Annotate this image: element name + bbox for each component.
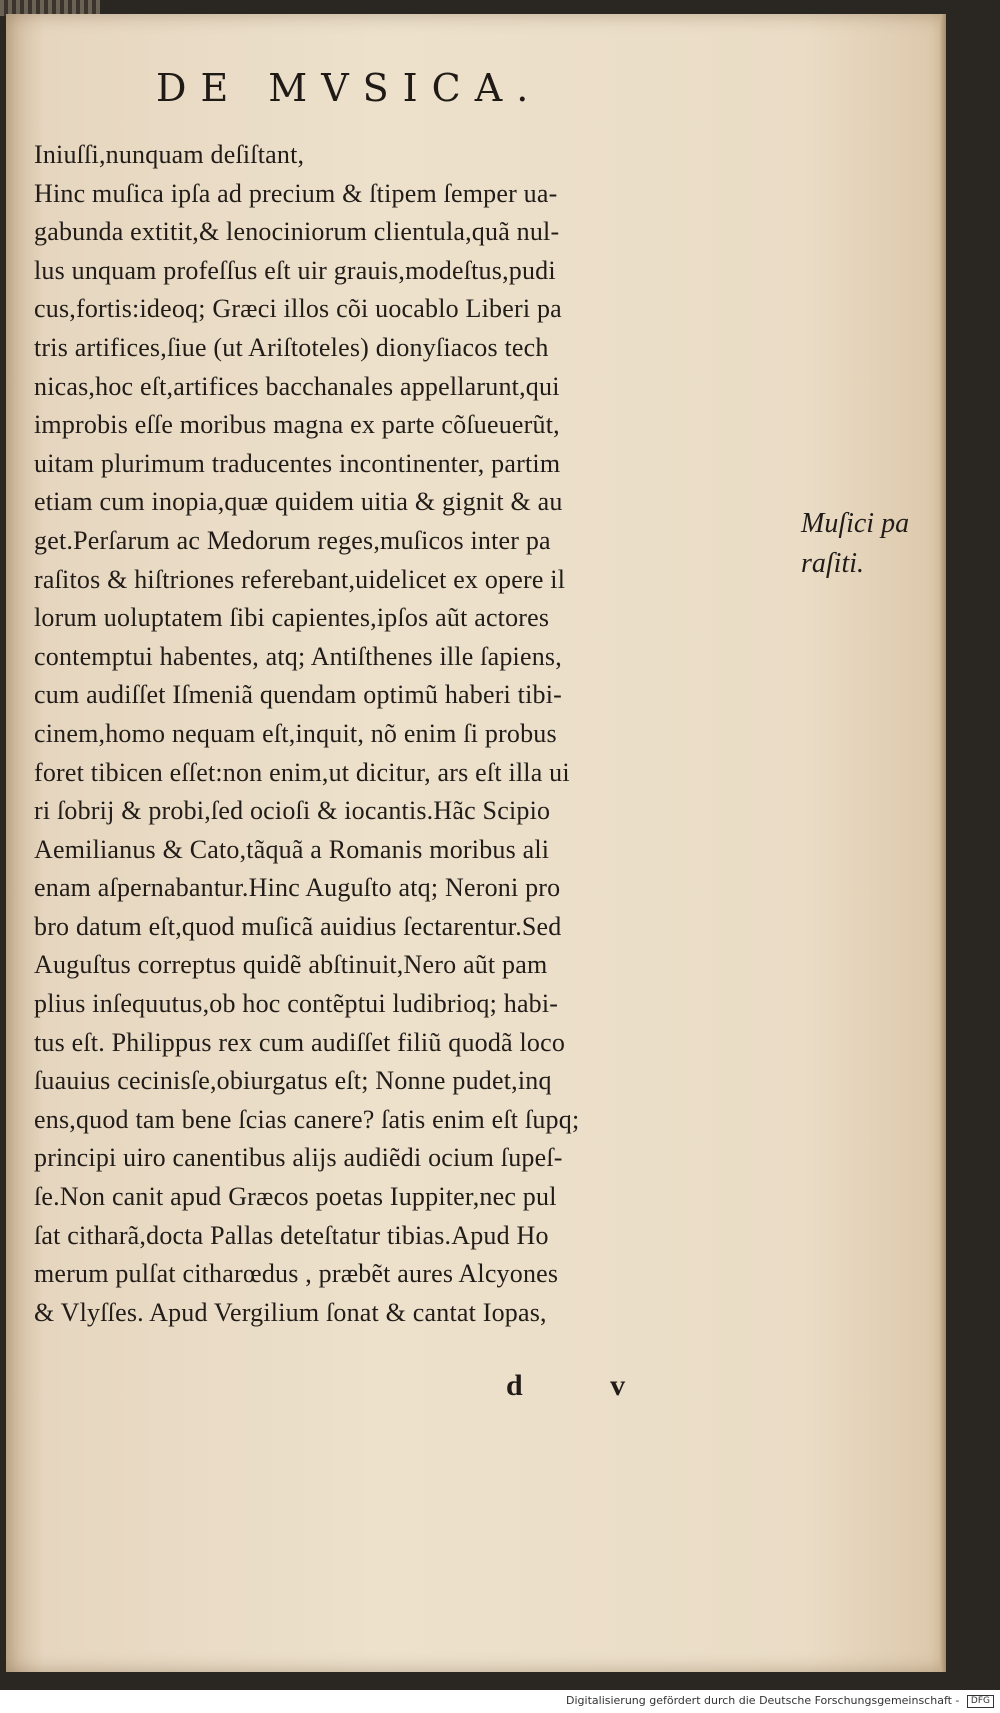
text-line: improbis eſſe moribus magna ex parte cõſueuerũt,: [34, 410, 560, 440]
page-edge: [940, 14, 946, 1672]
text-line: Iniuſſi,nunquam deſiſtant,: [34, 140, 305, 169]
text-line: Hinc muſica ipſa ad precium & ſtipem ſemper ua-: [34, 178, 558, 208]
marginal-note: [801, 504, 921, 584]
dfg-logo-icon: DFG: [967, 1695, 994, 1708]
text-line: cus,fortis:ideoq; Græci illos cõi uocablo Liberi pa: [34, 294, 562, 324]
text-line: ens,quod tam bene ſcias canere? ſatis enim eſt ſupq;: [34, 1104, 580, 1134]
text-line: Auguſtus correptus quidẽ abſtinuit,Nero aũt pam: [34, 950, 548, 980]
text-line: cum audiſſet Iſmeniã quendam optimũ haberi tibi-: [34, 680, 563, 710]
signature-mark: d v: [506, 1369, 666, 1402]
text-line: lus unquam profeſſus eſt uir grauis,modeſtus,pudi: [34, 255, 556, 285]
text-line: ſuauius cecinisſe,obiurgatus eſt; Nonne pudet,inq: [34, 1066, 552, 1096]
text-line: uitam plurimum traducentes incontinenter, partim: [34, 448, 561, 478]
marginal-note-line: Muſici pa: [801, 508, 910, 539]
text-line: raſitos & hiſtriones referebant,uidelicet ex opere il: [34, 564, 566, 594]
text-line: ſat citharã,docta Pallas deteſtatur tibias.Apud Ho: [34, 1220, 549, 1250]
text-line: cinem,homo nequam eſt,inquit, nõ enim ſi probus: [34, 718, 557, 748]
text-line: & Vlyſſes. Apud Vergilium ſonat & cantat Iopas,: [34, 1297, 547, 1327]
body-text: [34, 136, 794, 1332]
text-line: ſe.Non canit apud Græcos poetas Iuppiter,nec pul: [34, 1182, 557, 1212]
text-line: Aemilianus & Cato,tãquã a Romanis moribus ali: [34, 834, 550, 864]
text-line: foret tibicen eſſet:non enim,ut dicitur, ars eſt illa ui: [34, 757, 570, 787]
text-line: gabunda extitit,& lenociniorum clientula,quã nul-: [34, 217, 560, 247]
marginal-note-line: raſiti.: [801, 548, 865, 579]
footer-text: Digitalisierung gefördert durch die Deutsche Forschungsgemeinschaft -: [566, 1694, 960, 1707]
text-line: bro datum eſt,quod muſicã auidius ſectarentur.Sed: [34, 911, 562, 941]
text-line: lorum uoluptatem ſibi capientes,ipſos aũt actores: [34, 603, 550, 633]
text-line: nicas,hoc eſt,artifices bacchanales appellarunt,qui: [34, 371, 560, 401]
text-line: merum pulſat citharœdus , præbẽt aures Alcyones: [34, 1259, 559, 1289]
text-line: plius inſequutus,ob hoc contẽptui ludibrioq; habi-: [34, 989, 559, 1019]
text-line: get.Perſarum ac Medorum reges,muſicos inter pa: [34, 525, 551, 555]
text-line: contemptui habentes, atq; Antiſthenes ille ſapiens,: [34, 641, 562, 671]
running-head: DE MVSICA.: [156, 66, 543, 110]
text-line: ri ſobrij & probi,ſed ocioſi & iocantis.Hãc Scipio: [34, 796, 551, 826]
text-line: principi uiro canentibus alijs audiẽdi ocium ſupeſ-: [34, 1143, 563, 1173]
text-line: enam aſpernabantur.Hinc Auguſto atq; Neroni pro: [34, 873, 561, 903]
text-line: tris artifices,ſiue (ut Ariſtoteles) dionyſiacos tech: [34, 332, 549, 362]
funding-footer: [566, 1694, 994, 1708]
text-line: etiam cum inopia,quæ quidem uitia & gignit & au: [34, 487, 563, 517]
text-line: tus eſt. Philippus rex cum audiſſet filiũ quodã loco: [34, 1027, 566, 1057]
book-page: [6, 14, 946, 1672]
